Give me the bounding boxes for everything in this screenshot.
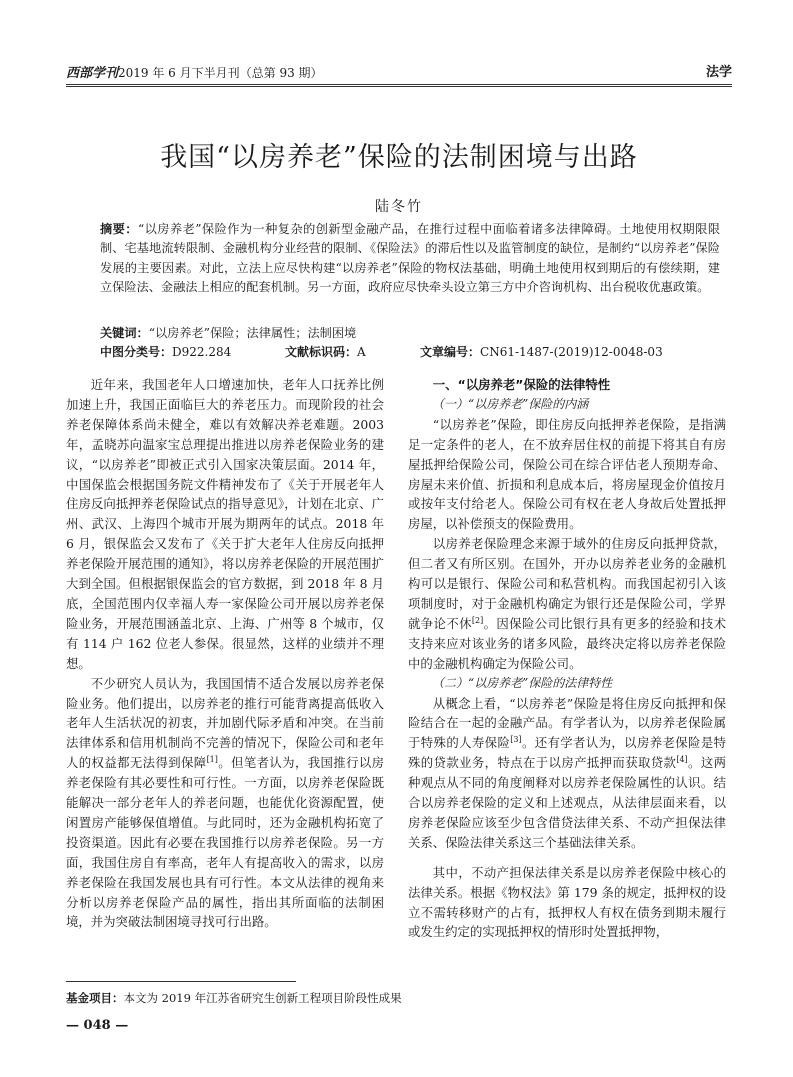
doc-code-label: 文献标识码： <box>285 345 358 359</box>
page-number: — 048 — <box>66 1018 129 1033</box>
clc-label: 中图分类号： <box>100 345 173 359</box>
body-column-left <box>66 375 384 932</box>
section-label: 法学 <box>705 65 732 80</box>
body-column-right <box>408 375 726 942</box>
journal-logo: 西部学刊 <box>66 66 119 81</box>
funding-label: 基金项目： <box>66 991 124 1005</box>
citation: [4] <box>676 755 688 765</box>
subsection-heading: （二）“以房养老”保险的法律特性 <box>432 675 613 690</box>
keywords-text: “以房养老”保险；法律属性；法制困境 <box>148 326 357 340</box>
header-rule <box>66 84 732 85</box>
paragraph: 其中，不动产担保法律关系是以房养老保险中核心的法律关系。根据《物权法》第 179 条的规定，抵押权的设立不需转移财产的占有，抵押权人有权在债务到期未履行或发生约定的实现抵押权的情形时处置抵押物， <box>408 864 726 940</box>
article-title: 我国“以房养老”保险的法制困境与出路 <box>160 142 638 173</box>
issue-info: 2019 年 6 月下半月刊（总第 93 期） <box>118 66 323 80</box>
abstract-text: “以房养老”保险作为一种复杂的创新型金融产品，在推行过程中面临着诸多法律障碍。土地使用权期限限制、宅基地流转限制、金融机构分业经营的限制、《保险法》的滞后性以及监管制度的缺位，是制约“以房养老”保险发展的主要因素。对此，立法上应尽快构建“以房养老”保险的物权法基础，明确土地使用权到期后的有偿续期，建立保险法、金融法上相应的配套机制。另一方面，政府应尽快牵头设立第三方中介咨询机构、出台税收优惠政策。 <box>100 222 721 295</box>
paragraph: 从概念上看，“以房养老”保险是将住房反向抵押和保险结合在一起的金融产品。有学者认为，以房养老保险属于特殊的人寿保险[3]。还有学者认为，以房养老保险是特殊的贷款业务，特点在于以房产抵押而获取贷款[4]。这两种观点从不同的角度阐释对以房养老保险属性的认识。结合以房养老保险的定义和上述观点，从法律层面来看，以房养老保险应该至少包含借贷法律关系、不动产担保法律关系、保险法律关系这三个基础法律关系。 <box>408 695 727 850</box>
abstract-label: 摘要： <box>100 222 138 236</box>
keywords-label: 关键词： <box>100 326 149 340</box>
article-id-value: CN61-1487-(2019)12-0048-03 <box>480 345 663 359</box>
footnote-rule <box>66 981 296 982</box>
funding-note <box>66 990 726 1006</box>
paragraph: 不少研究人员认为，我国国情不适合发展以房养老保险业务。他们提出，以房养老的推行可能背离提高低收入老年人生活状况的初衷，并加剧代际矛盾和冲突。在当前法律体系和信用机制尚不完善的情况下，保险公司和老年人的权益都无法得到保障[1]。但笔者认为，我国推行以房养老保险有其必要性和可行性。一方面，以房养老保险既能解决一部分老年人的养老问题，也能优化资源配置，使闲置房产能够保值增值。与此同时，还为金融机构拓宽了投资渠道。因此有必要在我国推行以房养老保险。另一方面，我国住房自有率高，老年人有提高收入的需求，以房养老保险在我国发展也具有可行性。本文从法律的视角来分析以房养老保险产品的属性，指出其所面临的法制困境，并为突破法制困境寻找可行出路。 <box>66 675 385 930</box>
citation: [3] <box>510 735 522 745</box>
article-meta <box>100 343 720 361</box>
keywords <box>100 324 720 342</box>
article-author: 陆冬竹 <box>375 199 423 215</box>
funding-text: 本文为 2019 年江苏省研究生创新工程项目阶段性成果 <box>123 991 402 1005</box>
paragraph: “以房养老”保险，即住房反向抵押养老保险，是指满足一定条件的老人，在不放弃居住权的前提下将其自有房屋抵押给保险公司，保险公司在综合评估老人预期寿命、房屋未来价值、折损和利息成本后，将房屋现金价值按月或按年支付给老人。保险公司有权在老人身故后处置抵押房屋，以补偿预支的保险费用。 <box>408 416 726 532</box>
citation: [2] <box>471 615 484 625</box>
doc-code-value: A <box>357 345 366 359</box>
paragraph: 以房养老保险理念来源于域外的住房反向抵押贷款，但二者又有所区别。在国外，开办以房养老业务的金融机构可以是银行、保险公司和私营机构。而我国起初引入该项制度时，对于金融机构确定为银行还是保险公司，学界就争论不休[2]。因保险公司比银行具有更多的经验和技术支持来应对该业务的诸多风险，最终决定将以房养老保险中的金融机构确定为保险公司。 <box>408 536 727 671</box>
clc-value: D922.284 <box>172 345 232 359</box>
paragraph: 近年来，我国老年人口增速加快，老年人口抚养比例加速上升，我国正面临巨大的养老压力。而现阶段的社会养老保障体系尚未健全，难以有效解决养老难题。2003 年，孟晓苏向温家宝总理提出推进以房养老保险业务的建议，“以房养老”即被正式引入国家决策层面。2014 年，中国保监会根据国务院文件精神发布了《关于开展老年人住房反向抵押养老保险试点的指导意见》，计划在北京、广州、武汉、上海四个城市开展为期两年的试点。2018 年 6 月，银保监会又发布了《关于扩大老年人住房反向抵押养老保险开展范围的通知》，将以房养老保险的开展范围扩大到全国。但根据银保监会的官方数据，到 2018 年 8 月底，全国范围内仅幸福人寿一家保险公司开展以房养老保险业务，开展范围涵盖北京、上海、广州等 8 个城市，仅有 114 户 162 位老人参保。很显然，这样的业绩并不理想。 <box>66 377 384 671</box>
header-rule-second <box>66 86 732 87</box>
abstract <box>100 220 720 298</box>
citation: [1] <box>206 755 218 765</box>
running-header <box>66 62 732 84</box>
article-id-label: 文章编号： <box>420 345 481 359</box>
subsection-heading: （一）“以房养老”保险的内涵 <box>432 396 589 411</box>
section-heading: 一、“以房养老”保险的法律特性 <box>432 377 611 392</box>
